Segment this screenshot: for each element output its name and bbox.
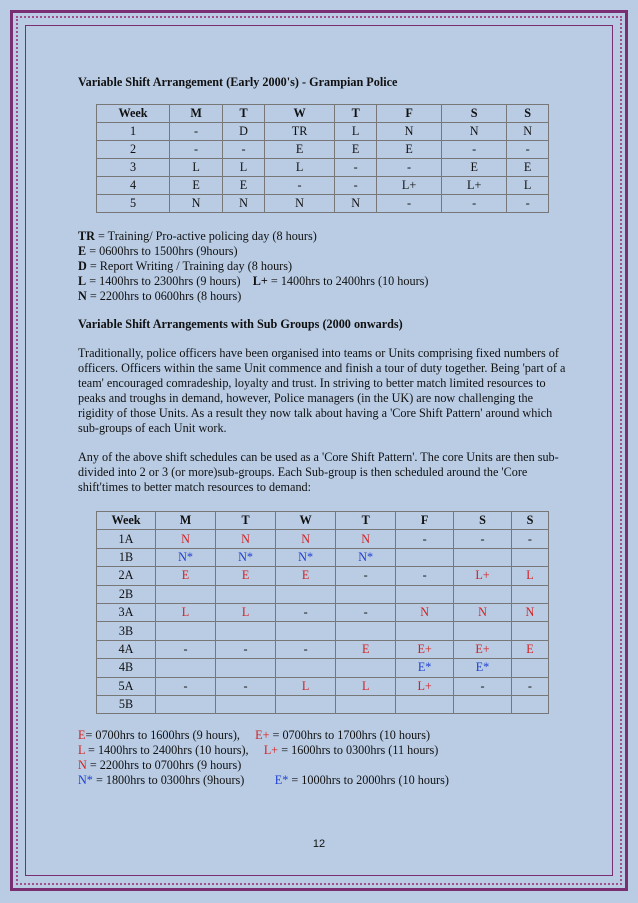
shift-cell: E [511,640,548,658]
shift-cell: L+ [376,177,441,195]
legend-line-4 [78,773,568,788]
shift-cell: N [216,530,276,548]
def-key: D [78,259,87,273]
header-day: F [396,512,454,530]
week-cell: 2A [97,567,156,585]
shift-cell [156,622,216,640]
paragraph-traditionally: Traditionally, police officers have been organised into teams or Units comprising fixed numbers of officers. Officers within the same Unit commence and finish a tour of duty together. Being 'part of a team' encouraged comradeship, loyalty and trust. In striving to better match limited resources to peaks and troughs in demand, however, Police managers (in the UK) are now challenging the rigidity of those Units. As a result they now talk about having a 'Core Shift Pattern' around which sub-groups of each Unit work. [78,346,566,435]
shift-cell: - [376,195,441,213]
legend-line-1 [78,728,568,743]
shift-cell: E [335,141,377,159]
week-cell: 5 [97,195,170,213]
week-cell: 4 [97,177,170,195]
table-row [97,567,549,585]
table-row [97,622,549,640]
legend-value: = 1400hrs to 2400hrs (10 hours), [85,743,249,758]
shift-cell: E [336,640,396,658]
shift-cell: - [336,603,396,621]
shift-cell: E+ [396,640,454,658]
table-header-row [97,105,549,123]
week-cell: 3B [97,622,156,640]
legend-value: = 2200hrs to 0700hrs (9 hours) [86,758,242,773]
legend-value: = 0700hrs to 1600hrs (9 hours), [85,728,240,743]
page-number: 12 [312,838,326,850]
week-cell: 1B [97,548,156,566]
def-value: = 1400hrs to 2300hrs (9 hours) [86,274,241,288]
def-e [78,244,568,259]
shift-cell: - [156,640,216,658]
legend-key: N [78,758,87,773]
shift-cell: E [276,567,336,585]
shift-cell: - [170,123,223,141]
legend-key: E [78,728,86,743]
shift-cell [276,659,336,677]
header-day: S [507,105,549,123]
def-n [78,289,568,304]
shift-cell [156,585,216,603]
shift-cell: L [507,177,549,195]
shift-cell: N* [216,548,276,566]
header-week: Week [97,105,170,123]
shift-cell: L+ [454,567,512,585]
legend-key: E* [274,773,289,788]
shift-cell: - [223,141,265,159]
shift-definitions [78,229,568,304]
def-tr [78,229,568,244]
def-value: = 1400hrs to 2400hrs (10 hours) [267,274,429,288]
shift-cell: D [223,123,265,141]
header-day: T [336,512,396,530]
shift-cell [511,585,548,603]
shift-cell: L [264,159,334,177]
shift-cell: E [442,159,507,177]
shift-cell: - [511,530,548,548]
shift-table-subgroups [96,511,549,714]
shift-cell: E* [396,659,454,677]
heading-grampian: Variable Shift Arrangement (Early 2000's) - Grampian Police [78,75,398,89]
shift-cell: N [442,123,507,141]
shift-cell: - [216,640,276,658]
shift-cell: E [170,177,223,195]
header-day: W [276,512,336,530]
shift-cell [396,585,454,603]
shift-cell: L [156,603,216,621]
shift-cell [336,659,396,677]
shift-cell [454,695,512,713]
shift-cell: E [216,567,276,585]
table-row [97,603,549,621]
week-cell: 3 [97,159,170,177]
legend-line-3 [78,758,568,773]
table-row [97,123,549,141]
shift-cell [336,622,396,640]
shift-cell: E [223,177,265,195]
legend-key: L [78,743,85,758]
shift-cell: L [223,159,265,177]
shift-cell: N* [276,548,336,566]
shift-cell: N [170,195,223,213]
shift-cell [396,548,454,566]
table-header-row [97,512,549,530]
def-l [78,274,568,289]
shift-cell [336,585,396,603]
shift-cell [454,622,512,640]
def-value: = 2200hrs to 0600hrs (8 hours) [86,289,242,303]
shift-cell: - [454,677,512,695]
table-row [97,159,549,177]
shift-cell [511,548,548,566]
shift-cell: E* [454,659,512,677]
week-cell: 2 [97,141,170,159]
def-key: L+ [252,274,268,288]
shift-cell: L+ [396,677,454,695]
week-cell: 5A [97,677,156,695]
shift-cell: E [264,141,334,159]
shift-cell: N [335,195,377,213]
table-row [97,695,549,713]
shift-cell [454,585,512,603]
header-day: T [223,105,265,123]
def-value: = Report Writing / Training day (8 hours) [86,259,293,273]
header-day: T [216,512,276,530]
shift-cell: - [376,159,441,177]
heading-subgroups: Variable Shift Arrangements with Sub Groups (2000 onwards) [78,317,403,331]
shift-cell: - [454,530,512,548]
shift-cell [511,695,548,713]
paragraph-core-shift: Any of the above shift schedules can be used as a 'Core Shift Pattern'. The core Units are then sub-divided into 2 or 3 (or more)sub-groups. Each Sub-group is then scheduled around the 'Core shift'times to better match resources to demand: [78,450,559,494]
table-row [97,141,549,159]
header-day: T [335,105,377,123]
shift-cell: - [396,530,454,548]
table-row [97,530,549,548]
week-cell: 1 [97,123,170,141]
shift-cell: - [396,567,454,585]
shift-cell: N [507,123,549,141]
def-value: = Training/ Pro-active policing day (8 hours) [94,229,317,243]
header-day: M [170,105,223,123]
legend-value: = 1000hrs to 2000hrs (10 hours) [288,773,449,788]
shift-cell: N [511,603,548,621]
shift-cell: L [511,567,548,585]
shift-cell [511,622,548,640]
shift-cell: - [170,141,223,159]
shift-cell [216,622,276,640]
def-key: L [78,274,87,288]
legend-value: = 0700hrs to 1700hrs (10 hours) [269,728,431,743]
def-key: E [78,244,87,258]
subgroup-legend [78,728,568,788]
shift-table-grampian [96,104,549,213]
week-cell: 3A [97,603,156,621]
shift-cell: N [336,530,396,548]
shift-cell: - [507,141,549,159]
shift-cell [396,622,454,640]
week-cell: 2B [97,585,156,603]
shift-cell: - [276,640,336,658]
shift-cell: N [223,195,265,213]
table-row [97,195,549,213]
shift-cell: - [511,677,548,695]
shift-cell: E [156,567,216,585]
shift-cell [454,548,512,566]
shift-cell [216,695,276,713]
header-day: F [376,105,441,123]
week-cell: 5B [97,695,156,713]
shift-cell: - [335,159,377,177]
legend-value: = 1800hrs to 0300hrs (9hours) [92,773,245,788]
shift-cell [511,659,548,677]
table-row [97,548,549,566]
shift-cell: - [335,177,377,195]
header-day: S [511,512,548,530]
shift-cell [216,585,276,603]
week-cell: 1A [97,530,156,548]
week-cell: 4B [97,659,156,677]
shift-cell: - [336,567,396,585]
shift-cell [276,585,336,603]
shift-cell: L [170,159,223,177]
def-key: TR [78,229,95,243]
shift-cell: N [156,530,216,548]
header-week: Week [97,512,156,530]
shift-cell: N [264,195,334,213]
legend-key: L+ [263,743,279,758]
shift-cell: - [442,141,507,159]
shift-cell: - [442,195,507,213]
header-day: W [264,105,334,123]
table-row [97,585,549,603]
legend-key: N* [78,773,93,788]
shift-cell: E+ [454,640,512,658]
shift-cell: - [264,177,334,195]
shift-cell: TR [264,123,334,141]
def-key: N [78,289,87,303]
document-content [78,75,568,788]
shift-cell [156,659,216,677]
header-day: S [454,512,512,530]
shift-cell: - [216,677,276,695]
shift-cell [396,695,454,713]
header-day: S [442,105,507,123]
shift-cell: - [276,603,336,621]
shift-cell: E [507,159,549,177]
table-row [97,659,549,677]
def-value: = 0600hrs to 1500hrs (9hours) [86,244,238,258]
header-day: M [156,512,216,530]
shift-cell: L [335,123,377,141]
shift-cell: N [276,530,336,548]
shift-cell [156,695,216,713]
week-cell: 4A [97,640,156,658]
shift-cell [336,695,396,713]
def-d [78,259,568,274]
shift-cell: N* [336,548,396,566]
legend-line-2 [78,743,568,758]
shift-cell: L [336,677,396,695]
shift-cell [276,622,336,640]
table-row [97,640,549,658]
shift-cell: N [376,123,441,141]
shift-cell: - [156,677,216,695]
shift-cell: N [454,603,512,621]
shift-cell: N* [156,548,216,566]
legend-key: E+ [255,728,270,743]
legend-value: = 1600hrs to 0300hrs (11 hours) [278,743,439,758]
table-row [97,177,549,195]
shift-cell: - [507,195,549,213]
shift-cell [276,695,336,713]
shift-cell [216,659,276,677]
shift-cell: L [216,603,276,621]
table-row [97,677,549,695]
shift-cell: N [396,603,454,621]
shift-cell: L+ [442,177,507,195]
shift-cell: L [276,677,336,695]
shift-cell: E [376,141,441,159]
